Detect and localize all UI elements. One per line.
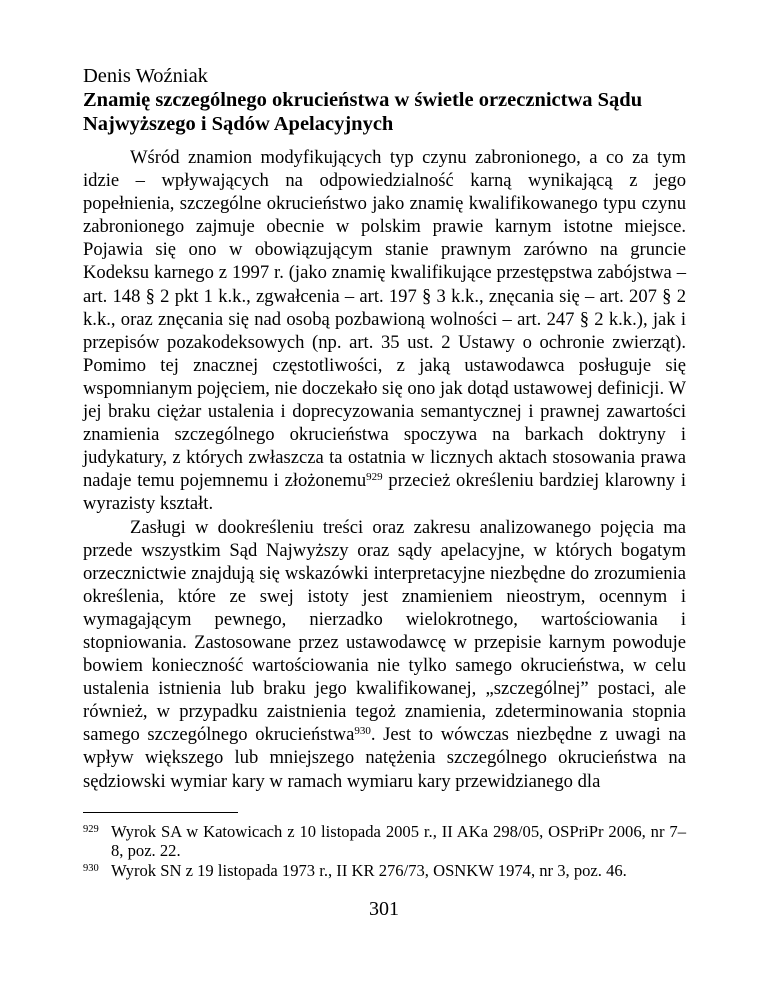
body-text [83,146,686,793]
footnotes [83,822,686,881]
footnote-930 [83,861,686,881]
author-name: Denis Woźniak [83,65,208,87]
footnote-ref-929[interactable]: 929 [366,471,383,484]
footnote-number: 929 [83,823,99,835]
paragraph-2-text-end: . Jest to wówczas niezbędne z uwagi na wpływ większego lub mniejszego natężenia szczególnego okrucieństwa na sędziowski wymiar kary w ramach wymiaru kary przewidzianego dla [83,724,686,792]
page-content [83,64,686,880]
footnote-ref-930[interactable]: 930 [354,725,371,738]
paragraph-2 [83,516,686,793]
paragraph-1 [83,146,686,516]
footnote-text: Wyrok SN z 19 listopada 1973 r., II KR 276/73, OSNKW 1974, nr 3, poz. 46. [111,860,627,880]
paragraph-1-text: Wśród znamion modyfikujących typ czynu zabronionego, a co za tym idzie – wpływających na odpowiedzialność karną wynikającą z jego popełnienia, szczególne okrucieństwo jako znamię kwalifikowanego typu czynu zabronionego zajmuje obecnie w polskim prawie karnym istotne miejsce. Pojawia się ono w obowiązującym stanie prawnym zarówno na gruncie Kodeksu karnego z 1997 r. (jako znamię kwalifikujące przestępstwa zabójstwa – art. 148 § 2 pkt 1 k.k., zgwałcenia – art. 197 § 3 k.k., znęcania się – art. 207 § 2 k.k., oraz znęcania się nad osobą pozbawioną wolności – art. 247 § 2 k.k.), jak i przepisów pozakodeksowych (np. art. 35 ust. 2 Ustawy o ochronie zwierząt). Pomimo tej znacznej częstotliwości, z jaką ustawodawca posługuje się wspomnianym pojęciem, nie doczekało się ono jak dotąd ustawowej definicji. W jej braku ciężar ustalenia i doprecyzowania semantycznej i prawnej zawartości znamienia szczególnego okrucieństwa spoczywa na barkach doktryny i judykatury, z których zwłaszcza ta ostatnia w licznych aktach stosowania prawa nadaje temu pojemnemu i złożonemu [83,147,686,492]
footnote-text: Wyrok SA w Katowicach z 10 listopada 2005 r., II AKa 298/05, OSPriPr 2006, nr 7–8, poz. 22. [111,821,686,861]
page-number: 301 [369,898,399,920]
paragraph-2-text: Zasługi w dookreśleniu treści oraz zakresu analizowanego pojęcia ma przede wszystkim Sąd Najwyższy oraz sądy apelacyjne, w których bogatym orzecznictwie znajdują się wskazówki interpretacyjne niezbędne do zrozumienia określenia, które ze swej istoty jest znamieniem nieostrym, ocennym i wymagającym pewnego, nierzadko wielokrotnego, wartościowania i stopniowania. Zastosowane przez ustawodawcę w przepisie karnym powoduje bowiem konieczność wartościowania nie tylko samego okrucieństwa, w celu ustalenia istnienia lub braku jego kwalifikowanej, „szczególnej” postaci, ale również, w przypadku zaistnienia tegoż znamienia, zdeterminowania stopnia samego szczególnego okrucieństwa [83,516,686,746]
chapter-title: Znamię szczególnego okrucieństwa w świetle orzecznictwa Sądu Najwyższego i Sądów Apelacyjnych [83,89,643,135]
footnote-929 [83,822,686,861]
footnote-separator [83,812,238,813]
footnote-number: 930 [83,862,99,874]
paragraph-1-text-end: przecież określeniu bardziej klarowny i wyrazisty kształt. [83,470,686,515]
